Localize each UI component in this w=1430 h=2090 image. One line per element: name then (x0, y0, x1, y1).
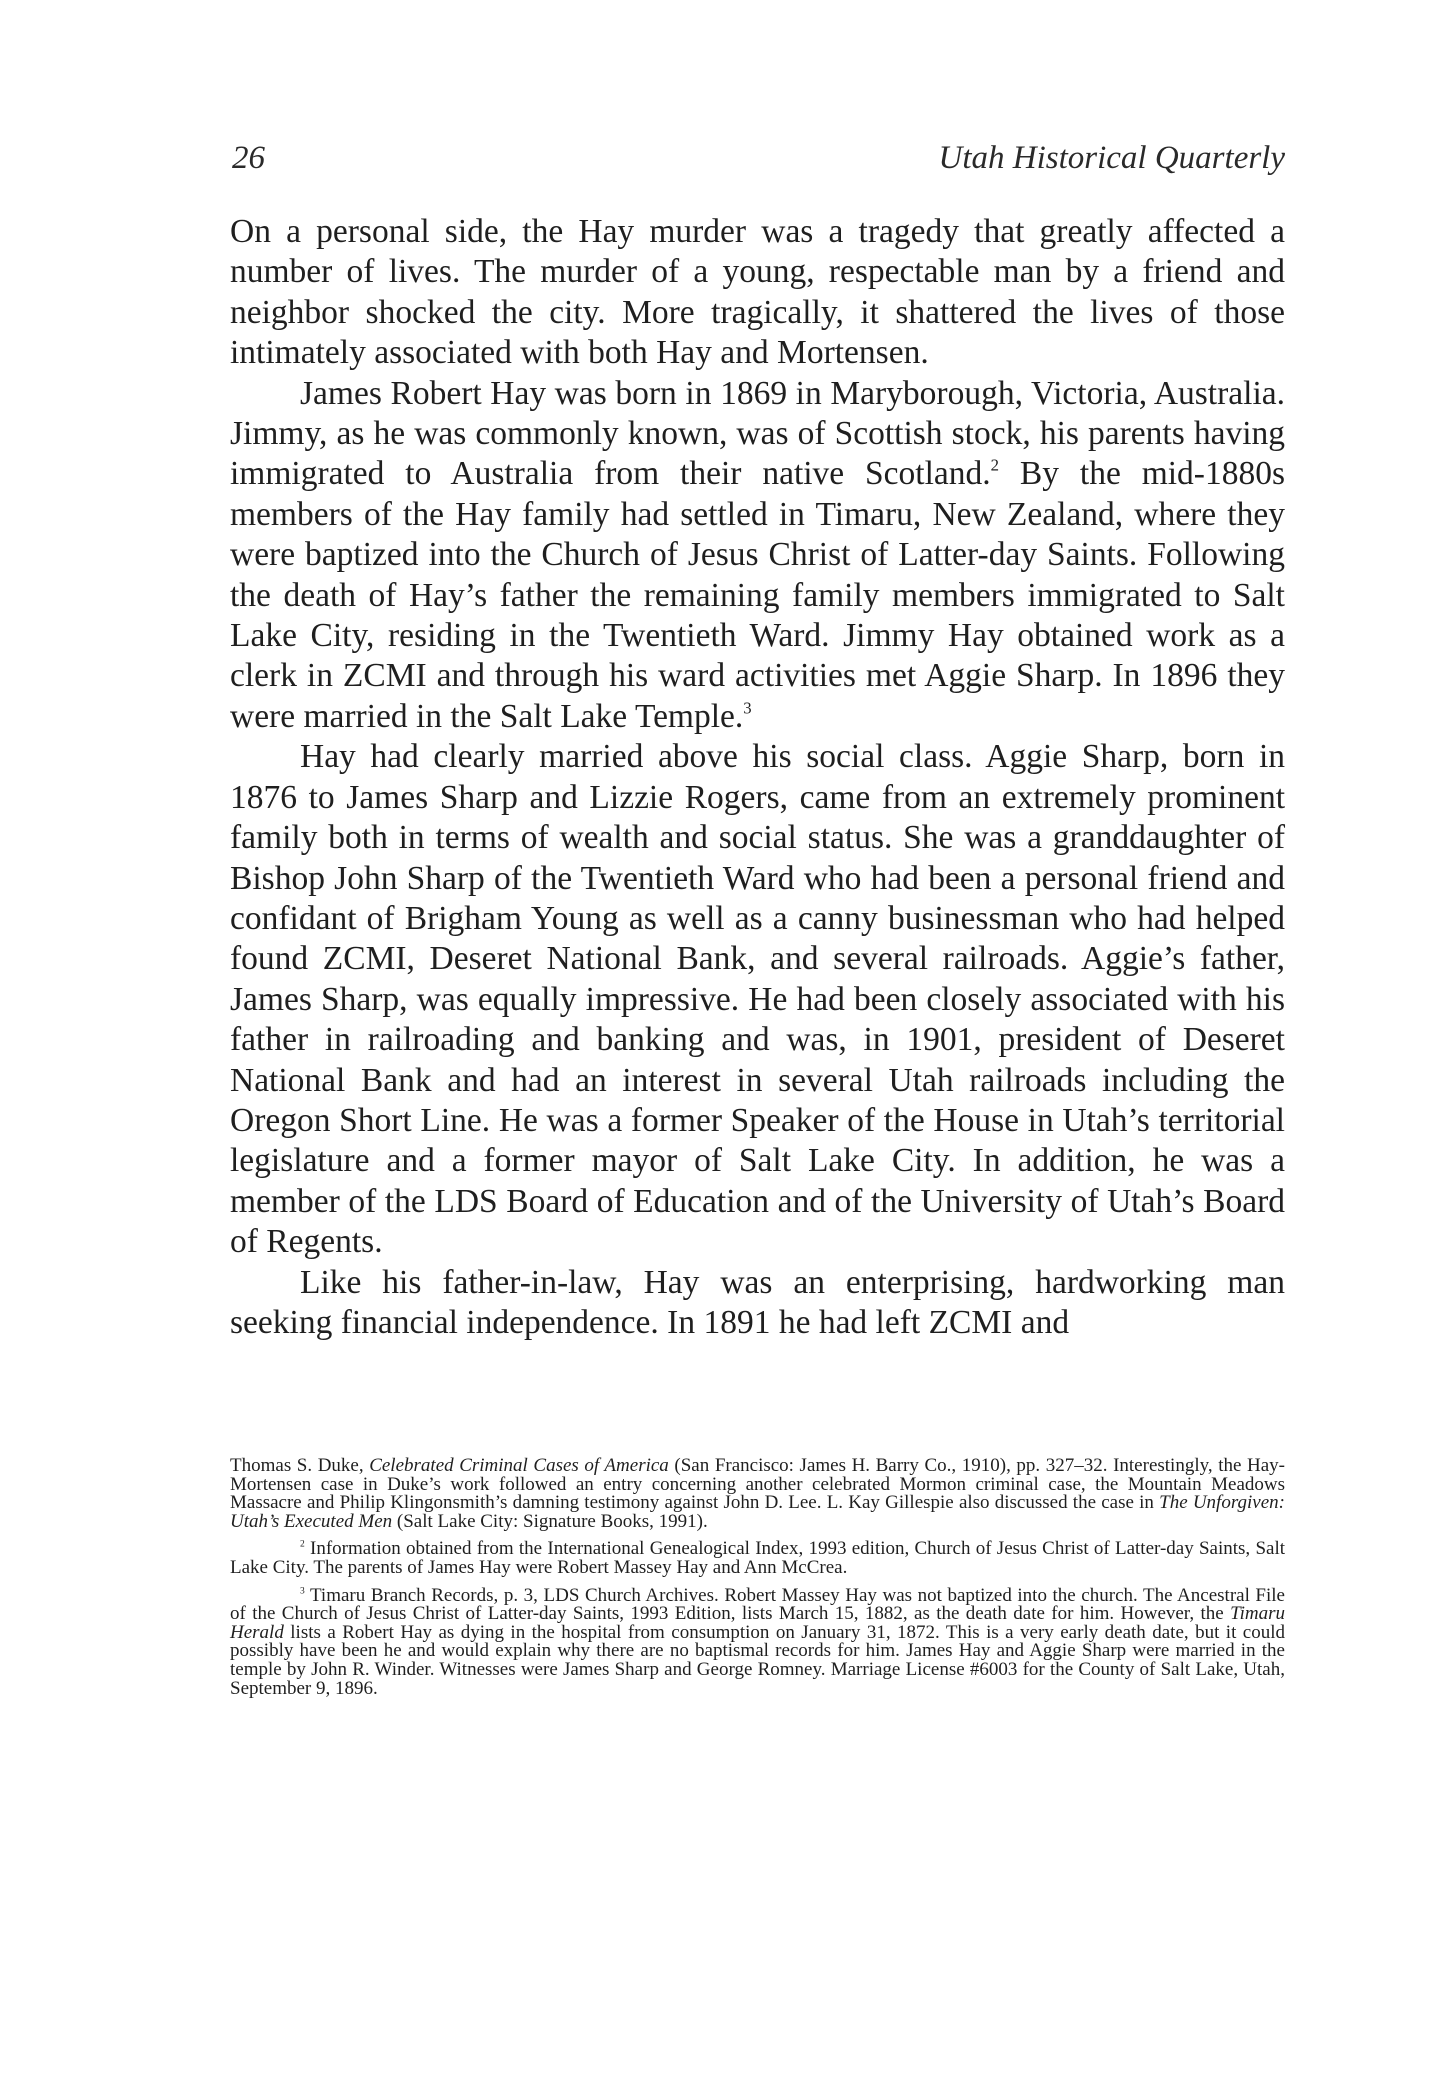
footnote-1-text-cont: (San Francisco: James H. Barry Co., 1910), pp. 327–32. Interestingly, the Hay-Mortensen case in Duke’s work followed an entry concerning another celebrated Mormon criminal case, the Mountain Meadows Massacre and Philip Klingonsmith’s damning testimony against John D. Lee. L. Kay Gillespie also discussed the case in (230, 1455, 1285, 1514)
footnote-ref-2: 2 (990, 456, 1000, 476)
footnote-1-book-title: Celebrated Criminal Cases of America (369, 1455, 669, 1476)
footnote-3-number: 3 (300, 1585, 305, 1596)
paragraph-1: On a personal side, the Hay murder was a tragedy that greatly affected a number of lives. The murder of a young, respectable man by a friend and neighbor shocked the city. More tragically, it shattered the lives of those intimately associated with both Hay and Mortensen. (230, 213, 1285, 372)
footnote-1-book-title-2: The Unforgiven: Utah’s Executed Men (230, 1492, 1285, 1532)
footnote-ref-3: 3 (743, 698, 752, 718)
journal-title: Utah Historical Quarterly (938, 140, 1285, 176)
journal-page (230, 0, 1285, 2090)
footnote-1-text: Thomas S. Duke, (230, 1455, 370, 1476)
running-head (230, 138, 1285, 178)
footnote-3-text-cont: lists a Robert Hay as dying in the hospital from consumption on January 31, 1872. This is a very early death date, but it could possibly have been he and would explain why there are no baptismal records for him. James Hay and Aggie Sharp were married in the temple by John R. Winder. Witnesses were James Sharp and George Romney. Marriage License #6003 for the County of Salt Lake, Utah, September 9, 1896. (230, 1621, 1285, 1699)
footnote-3-text: Timaru Branch Records, p. 3, LDS Church Archives. Robert Massey Hay was not baptized into the church. The Ancestral File of the Church of Jesus Christ of Latter-day Saints, 1993 Edition, lists March 15, 1882, as the death date for him. However, the (230, 1584, 1285, 1625)
footnote-1-text-end: (Salt Lake City: Signature Books, 1991). (392, 1510, 708, 1532)
footnotes (230, 1457, 1285, 1707)
footnote-2-number: 2 (300, 1539, 305, 1550)
footnote-2-text: Information obtained from the International Genealogical Index, 1993 edition, Church of Jesus Christ of Latter-day Saints, Salt Lake City. The parents of James Hay were Robert Massey Hay and Ann McCrea. (230, 1538, 1285, 1578)
paragraph-2-continued: By the mid-1880s members of the Hay family had settled in Timaru, New Zealand, where they were baptized into the Church of Jesus Christ of Latter-day Saints. Following the death of Hay’s father the remaining family members immigrated to Salt Lake City, residing in the Twentieth Ward. Jimmy Hay obtained work as a clerk in ZCMI and through his ward activities met Aggie Sharp. In 1896 they were married in the Salt Lake Temple. (230, 455, 1286, 735)
page-number: 26 (232, 140, 265, 176)
body-text (230, 212, 1285, 1343)
paragraph-2 (230, 374, 1285, 738)
footnote-3 (230, 1584, 1285, 1699)
paragraph-2-text: James Robert Hay was born in 1869 in Maryborough, Victoria, Australia. Jimmy, as he was commonly known, was of Scottish stock, his parents having immigrated to Australia from their native Scotland. (230, 374, 1285, 493)
footnote-1 (230, 1457, 1285, 1531)
footnote-3-newspaper-title: Timaru Herald (230, 1603, 1285, 1643)
paragraph-3: Hay had clearly married above his social class. Aggie Sharp, born in 1876 to James Sharp and Lizzie Rogers, came from an extremely prominent family both in terms of wealth and social status. She was a granddaughter of Bishop John Sharp of the Twentieth Ward who had been a personal friend and confidant of Brigham Young as well as a canny businessman who had helped found ZCMI, Deseret National Bank, and several railroads. Aggie’s father, James Sharp, was equally impressive. He had been closely associated with his father in railroading and banking and was, in 1901, president of Deseret National Bank and had an interest in several Utah railroads including the Oregon Short Line. He was a former Speaker of the House in Utah’s territorial legislature and a former mayor of Salt Lake City. In addition, he was a member of the LDS Board of Education and of the University of Utah’s Board of Regents. (230, 738, 1285, 1261)
footnote-2 (230, 1540, 1285, 1577)
paragraph-4: Like his father-in-law, Hay was an enterprising, hardworking man seeking financial independence. In 1891 he had left ZCMI and (230, 1263, 1285, 1341)
